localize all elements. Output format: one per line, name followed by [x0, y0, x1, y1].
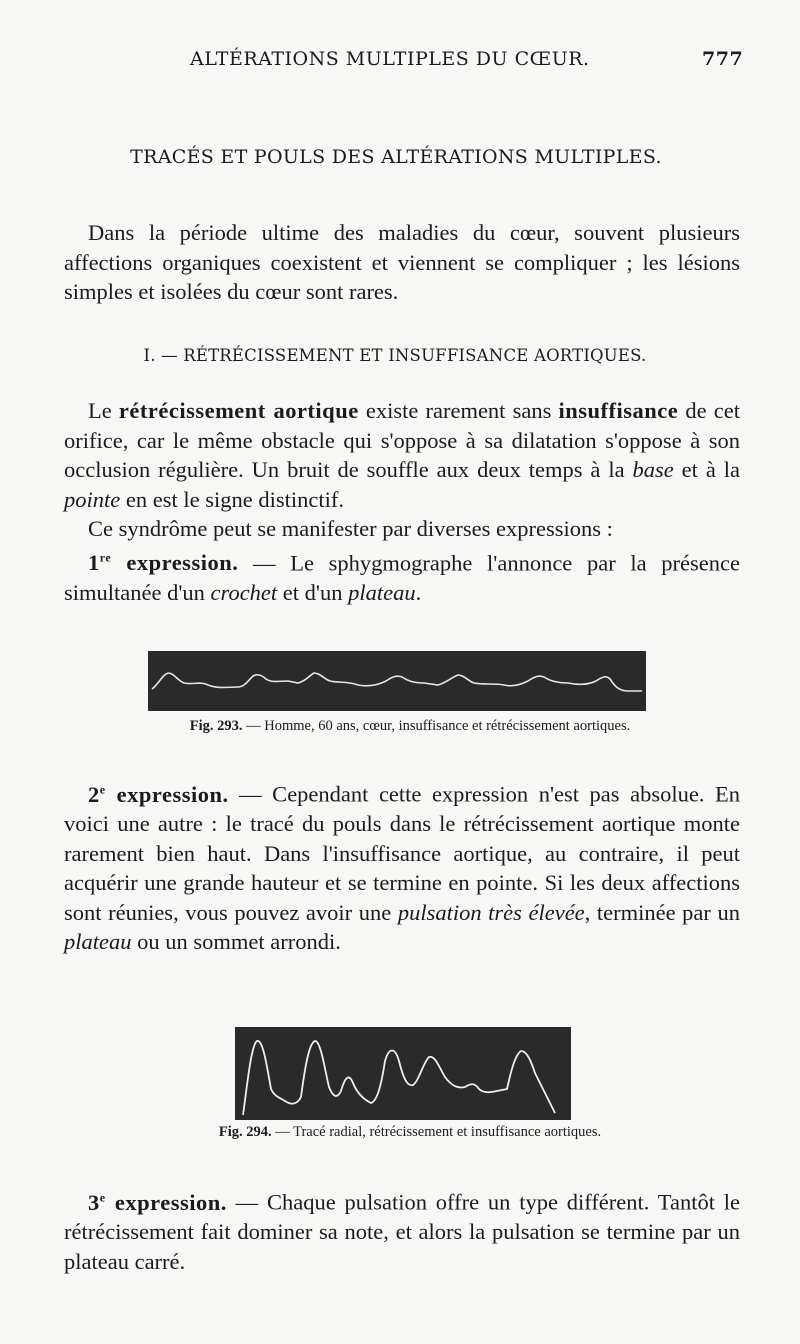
- text-run: — Chaque pulsation offre un type différent. Tantôt le rétrécissement fait dominer sa note, et alors la pulsation se termine par un plateau carré.: [64, 1189, 740, 1274]
- text-run: en est le signe distinctif.: [120, 486, 344, 512]
- italic-term: plateau: [348, 579, 416, 605]
- text-run: , terminée par un: [584, 899, 740, 925]
- bold-term: insuffisance: [558, 398, 679, 423]
- page-number: 777: [702, 48, 744, 70]
- expression-lead: 3e expression.: [88, 1189, 227, 1215]
- pulse-tracing-294: [235, 1027, 571, 1120]
- figure-294-tracing: [235, 1027, 571, 1120]
- figure-label: Fig. 294.: [218, 1124, 272, 1140]
- figure-294-caption: [110, 1124, 710, 1141]
- paragraph-aortic-stenosis: [64, 396, 740, 514]
- intro-paragraph: [64, 218, 740, 307]
- subsection-title: I. — RÉTRÉCISSEMENT ET INSUFFISANCE AORTIQUES.: [143, 346, 647, 365]
- text-run: ou un sommet arrondi.: [131, 929, 341, 954]
- text-run: et à la: [673, 457, 740, 482]
- figure-label: Fig. 293.: [189, 718, 243, 734]
- body-paragraphs-3: [64, 1183, 740, 1276]
- caption-text: — Homme, 60 ans, cœur, insuffisance et rétrécissement aortiques.: [242, 718, 631, 734]
- text-run: existe rarement sans: [358, 398, 559, 423]
- body-paragraphs-2: [64, 775, 740, 957]
- paragraph-expressions: Ce syndrôme peut se manifester par diverses expressions :: [88, 516, 613, 541]
- bold-term: rétrécissement aortique: [118, 398, 359, 423]
- italic-term: base: [632, 457, 674, 482]
- running-title: ALTÉRATIONS MULTIPLES DU CŒUR.: [190, 48, 590, 70]
- paragraph-second-expression: [64, 775, 740, 957]
- body-paragraphs-1: [64, 396, 740, 607]
- text-run: .: [415, 579, 422, 605]
- text-run: — Le sphygmographe l'annonce par la présence simultanée d'un: [64, 550, 740, 605]
- italic-term: plateau: [64, 929, 132, 954]
- intro-text: Dans la période ultime des maladies du cœur, souvent plusieurs affections organiques coexistent et viennent se compliquer ; les lésions simples et isolées du cœur sont rares.: [64, 220, 740, 304]
- caption-text: — Tracé radial, rétrécissement et insuffisance aortiques.: [271, 1124, 602, 1140]
- figure-293-caption: [80, 718, 740, 735]
- figure-293-tracing: [148, 651, 646, 711]
- text-run: de cet orifice, car le même obstacle qui s'oppose à sa dilatation s'oppose à son occlusion régulière. Un bruit de souffle aux deux temps à la: [64, 398, 741, 482]
- expression-lead: 2e expression.: [88, 781, 229, 807]
- text-run: Le: [88, 398, 119, 423]
- pulse-tracing-293: [148, 651, 646, 711]
- text-run: — Cependant cette expression n'est pas absolue. En voici une autre : le tracé du pouls dans le rétrécissement aortique monte rarement bien haut. Dans l'insuffisance aortique, au contraire, il peut acquérir une grande hauteur et se termine en pointe. Si les deux affections sont réunies, vous pouvez avoir une: [64, 781, 740, 925]
- italic-term: pointe: [64, 486, 121, 512]
- italic-term: pulsation très élevée: [397, 899, 585, 925]
- section-title: TRACÉS ET POULS DES ALTÉRATIONS MULTIPLES.: [130, 146, 662, 168]
- expression-lead: 1re expression.: [88, 550, 239, 575]
- paragraph-first-expression: [64, 544, 740, 608]
- paragraph-third-expression: [64, 1183, 740, 1276]
- italic-term: crochet: [210, 579, 278, 605]
- text-run: et d'un: [277, 579, 349, 605]
